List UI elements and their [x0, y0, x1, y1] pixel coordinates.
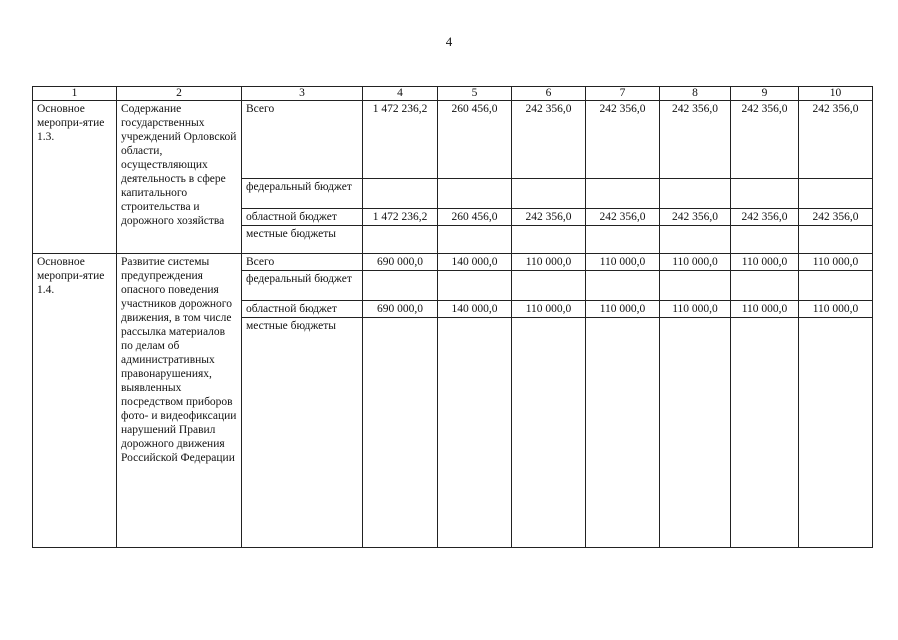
value-cell: 242 356,0 [512, 101, 586, 179]
funding-source-total: Всего [242, 254, 363, 271]
value-cell: 110 000,0 [731, 254, 799, 271]
value-cell: 260 456,0 [438, 101, 512, 179]
event-description: Содержание государственных учреждений Орловской области, осуществляющих деятельность в сфере капитального строительства и дорожного хозяйства [117, 101, 242, 254]
value-cell: 1 472 236,2 [363, 209, 438, 226]
value-cell: 242 356,0 [731, 101, 799, 179]
value-cell: 242 356,0 [586, 209, 660, 226]
funding-source-regional: областной бюджет [242, 301, 363, 318]
value-cell: 242 356,0 [799, 101, 873, 179]
value-cell: 110 000,0 [660, 301, 731, 318]
col-header-6: 6 [512, 87, 586, 101]
col-header-3: 3 [242, 87, 363, 101]
value-cell: 260 456,0 [438, 209, 512, 226]
value-cell: 242 356,0 [586, 101, 660, 179]
value-cell: 690 000,0 [363, 301, 438, 318]
col-header-9: 9 [731, 87, 799, 101]
col-header-4: 4 [363, 87, 438, 101]
value-cell: 140 000,0 [438, 254, 512, 271]
value-cell: 110 000,0 [586, 301, 660, 318]
table-row [33, 101, 873, 179]
col-header-10: 10 [799, 87, 873, 101]
value-cell: 110 000,0 [799, 301, 873, 318]
funding-source-federal: федеральный бюджет [242, 271, 363, 301]
event-name: Основное меропри-ятие 1.4. [33, 254, 117, 548]
value-cell: 140 000,0 [438, 301, 512, 318]
value-cell: 110 000,0 [512, 254, 586, 271]
funding-source-local: местные бюджеты [242, 226, 363, 254]
value-cell: 242 356,0 [731, 209, 799, 226]
value-cell: 690 000,0 [363, 254, 438, 271]
col-header-1: 1 [33, 87, 117, 101]
funding-source-total: Всего [242, 101, 363, 179]
value-cell: 110 000,0 [512, 301, 586, 318]
page-number: 4 [445, 34, 453, 49]
value-cell: 242 356,0 [799, 209, 873, 226]
budget-table [32, 86, 873, 548]
value-cell: 110 000,0 [731, 301, 799, 318]
value-cell: 242 356,0 [660, 209, 731, 226]
value-cell: 110 000,0 [660, 254, 731, 271]
funding-source-federal: федеральный бюджет [242, 179, 363, 209]
event-name: Основное меропри-ятие 1.3. [33, 101, 117, 254]
col-header-7: 7 [586, 87, 660, 101]
table-row [33, 254, 873, 271]
col-header-5: 5 [438, 87, 512, 101]
value-cell: 242 356,0 [512, 209, 586, 226]
header-row [33, 87, 873, 101]
col-header-2: 2 [117, 87, 242, 101]
col-header-8: 8 [660, 87, 731, 101]
value-cell: 1 472 236,2 [363, 101, 438, 179]
event-description: Развитие системы предупреждения опасного поведения участников дорожного движения, в том числе рассылка материалов по делам об административных правонарушениях, выявленных посредством приборов фото- и видеофиксации нарушений Правил дорожного движения Российской Федерации [117, 254, 242, 548]
funding-source-regional: областной бюджет [242, 209, 363, 226]
value-cell: 110 000,0 [586, 254, 660, 271]
value-cell: 242 356,0 [660, 101, 731, 179]
funding-source-local: местные бюджеты [242, 318, 363, 548]
value-cell: 110 000,0 [799, 254, 873, 271]
